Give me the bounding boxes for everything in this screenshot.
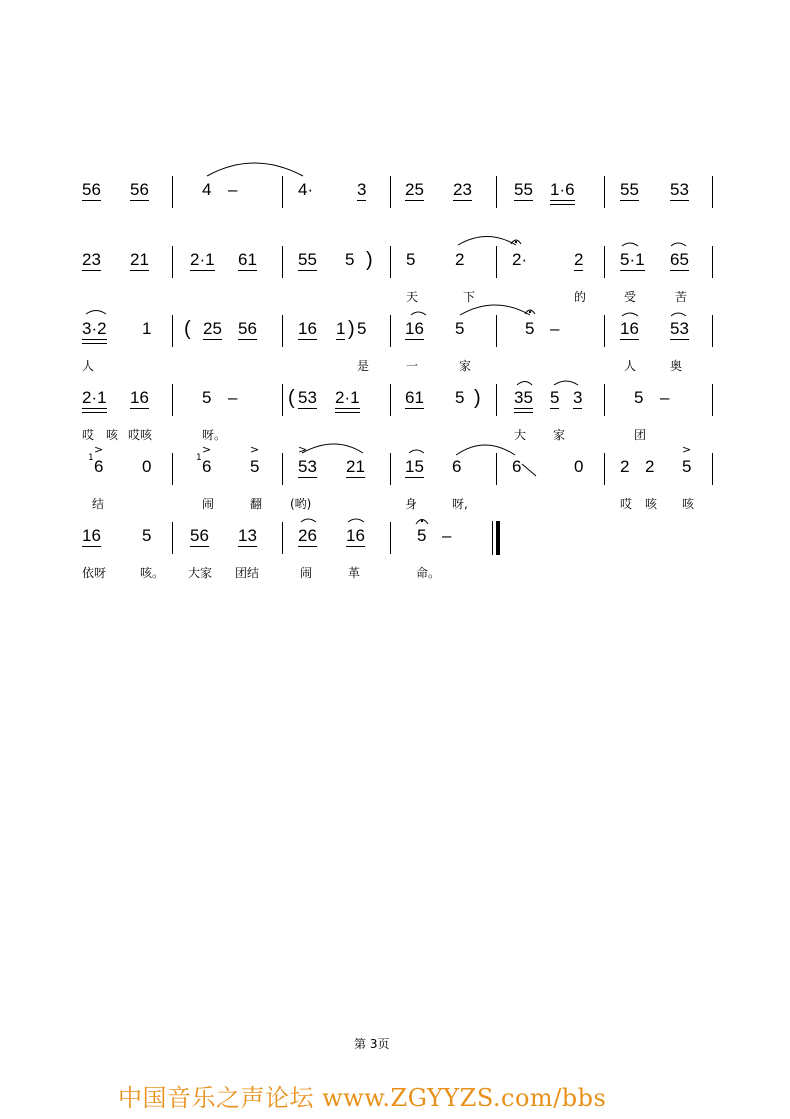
close-paren: ) <box>474 387 481 409</box>
lyric: 呀, <box>452 497 468 511</box>
lyric: 革 <box>348 566 361 580</box>
slur <box>348 519 364 522</box>
lyric: 人 <box>624 359 637 373</box>
lyric: 咳。 <box>140 566 165 580</box>
slur <box>671 243 686 246</box>
lyric: 闹 <box>202 497 215 511</box>
note: 5 <box>202 388 212 407</box>
note: 5 <box>550 388 560 407</box>
note: 6 <box>94 457 104 476</box>
note: 5 <box>455 319 465 338</box>
note-group: 2·1 <box>335 388 360 407</box>
note-group: 16 <box>346 526 365 545</box>
note: 5 <box>345 250 355 269</box>
note: 2 <box>455 250 465 269</box>
dash: – <box>660 388 670 407</box>
note-group: 23 <box>453 180 472 199</box>
lyric: 下 <box>463 290 476 304</box>
note: 3 <box>357 180 367 199</box>
slur <box>86 311 106 315</box>
note: 2· <box>512 250 528 269</box>
note-group: 21 <box>130 250 149 269</box>
dash: – <box>550 319 560 338</box>
lyric: 团 <box>634 428 647 442</box>
note-group: 56 <box>82 180 101 199</box>
note-group: 65 <box>670 250 689 269</box>
lyric: 家 <box>459 359 472 373</box>
footer-watermark: 中国音乐之声论坛 www.ZGYYZS.com/bbs <box>118 1084 607 1112</box>
fermata-dot <box>529 311 531 313</box>
note: 1 <box>336 319 346 338</box>
lyric: 结 <box>92 497 105 511</box>
note: 5 <box>250 457 260 476</box>
lyric: 依呀 <box>82 566 107 580</box>
note: 5 <box>455 388 465 407</box>
grace-note: 1 <box>196 453 202 463</box>
note: 0 <box>142 457 152 476</box>
lyric: 闹 <box>300 566 313 580</box>
note: 0 <box>574 457 584 476</box>
lyric: 的 <box>574 290 587 304</box>
note-group: 15 <box>405 457 424 476</box>
note-group: 61 <box>238 250 257 269</box>
accent-mark: > <box>202 443 212 456</box>
note-group: 2·1 <box>82 388 107 407</box>
note-group: 53 <box>670 319 689 338</box>
slur <box>456 445 515 455</box>
lyric: 翻 <box>250 497 263 511</box>
note-group: 55 <box>298 250 317 269</box>
note-group: 1·6 <box>550 180 575 199</box>
dash: – <box>228 180 238 199</box>
close-paren: ) <box>366 249 373 271</box>
lyric: 奥 <box>670 359 683 373</box>
note: 5 <box>634 388 644 407</box>
lyric: 团结 <box>235 566 260 580</box>
note: 4· <box>298 180 314 199</box>
note-group: 61 <box>405 388 424 407</box>
slur <box>517 382 532 386</box>
slur <box>207 163 303 176</box>
lyric: (哟) <box>290 497 312 511</box>
note-group: 23 <box>82 250 101 269</box>
note: 6 <box>512 457 522 476</box>
slur <box>458 237 516 246</box>
lyric: 哎 <box>620 497 633 511</box>
lyric: 咳 <box>106 428 119 442</box>
dash: – <box>228 388 238 407</box>
fermata-dot <box>515 241 517 243</box>
glissando <box>522 464 536 476</box>
note-group: 25 <box>203 319 222 338</box>
note: 3 <box>573 388 583 407</box>
page-number: 第 3页 <box>354 1037 390 1051</box>
slur <box>671 313 686 316</box>
lyric: 苦 <box>675 290 688 304</box>
accent-mark: > <box>298 443 308 456</box>
note-group: 5·1 <box>620 250 645 269</box>
note-group: 53 <box>670 180 689 199</box>
note: 1 <box>142 319 152 338</box>
note-group: 35 <box>514 388 533 407</box>
slur <box>409 450 424 453</box>
note-group: 16 <box>298 319 317 338</box>
note-group: 16 <box>82 526 101 545</box>
open-paren: ( <box>184 318 191 340</box>
note: 5 <box>525 319 535 338</box>
lyric: 一 <box>406 359 419 373</box>
slur <box>622 243 638 246</box>
note-group: 2·1 <box>190 250 215 269</box>
note-group: 3·2 <box>82 319 107 338</box>
dash: – <box>442 526 452 545</box>
grace-note: 1 <box>88 453 94 463</box>
accent-mark: > <box>250 443 260 456</box>
note-group: 53 <box>298 457 317 476</box>
lyric: 大家 <box>188 566 213 580</box>
accent-mark: > <box>682 443 692 456</box>
note: 5 <box>682 457 692 476</box>
note-group: 26 <box>298 526 317 545</box>
note: 6 <box>202 457 212 476</box>
note-group: 13 <box>238 526 257 545</box>
lyric: 呀。 <box>202 428 227 442</box>
lyric: 人 <box>82 359 95 373</box>
slur <box>622 313 638 316</box>
lyric: 受 <box>624 290 637 304</box>
note-group: 21 <box>346 457 365 476</box>
note: 2 <box>620 457 630 476</box>
slur <box>411 312 426 315</box>
note: 5 <box>406 250 416 269</box>
note-group: 55 <box>620 180 639 199</box>
note: 4 <box>202 180 212 199</box>
slur <box>302 444 363 453</box>
slur <box>460 305 530 315</box>
slur <box>301 519 316 522</box>
slur <box>554 381 578 385</box>
note: 2 <box>574 250 584 269</box>
lyric: 哎 <box>82 428 95 442</box>
fermata-dot <box>421 520 423 522</box>
note: 5 <box>357 319 367 338</box>
accent-mark: > <box>94 443 104 456</box>
note-group: 25 <box>405 180 424 199</box>
lyric: 家 <box>553 428 566 442</box>
lyric: 咳 <box>645 497 658 511</box>
lyric: 身 <box>405 497 418 511</box>
note: 2 <box>645 457 655 476</box>
note: 6 <box>452 457 462 476</box>
close-paren: ) <box>348 318 355 340</box>
lyric: 是 <box>357 359 370 373</box>
note-group: 56 <box>238 319 257 338</box>
note-group: 16 <box>130 388 149 407</box>
note: 5 <box>417 526 427 545</box>
lyric: 天 <box>406 290 419 304</box>
note-group: 53 <box>298 388 317 407</box>
note: 5 <box>142 526 152 545</box>
note-group: 56 <box>190 526 209 545</box>
lyric: 命。 <box>416 566 441 580</box>
note-group: 55 <box>514 180 533 199</box>
open-paren: ( <box>288 387 295 409</box>
lyric: 咳 <box>682 497 695 511</box>
note-group: 56 <box>130 180 149 199</box>
lyric: 哎咳 <box>128 428 153 442</box>
note-group: 16 <box>405 319 424 338</box>
note-group: 16 <box>620 319 639 338</box>
lyric: 大 <box>514 428 527 442</box>
